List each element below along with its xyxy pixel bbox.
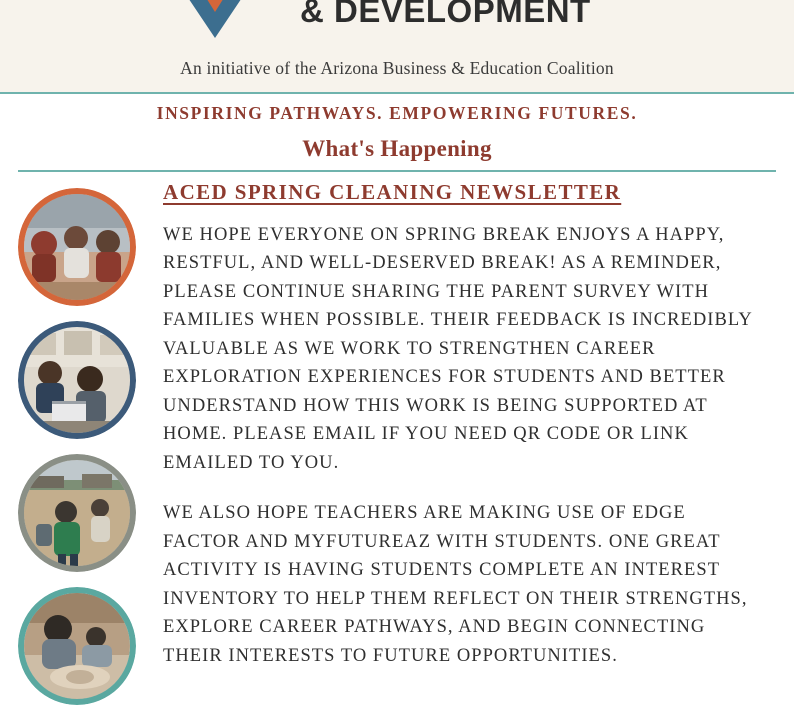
article-paragraph-1: WE HOPE EVERYONE ON SPRING BREAK ENJOYS A HAPPY, RESTFUL, AND WELL-DESERVED BREAK! AS A REMINDER, PLEASE CONTINUE SHARING THE PARENT SURVEY WITH FAMILIES WHEN POSSIBLE. THEIR FEEDBACK IS INCREDIBLY VALUABLE AS WE WORK TO STRENGTHEN CAREER EXPLORATION EXPERIENCES FOR STUDENTS AND BETTER UNDERSTAND HOW THIS WORK IS BEING SUPPORTED AT HOME. PLEASE EMAIL IF YOU NEED QR CODE OR LINK EMAILED TO YOU. — [163, 224, 753, 473]
header-band — [0, 0, 794, 92]
photo-ring — [18, 454, 136, 572]
photo-ring — [18, 587, 136, 705]
photo-students-laptops — [18, 321, 136, 439]
photo-hands-on-training — [18, 587, 136, 705]
photo-outdoor-field-activity — [18, 454, 136, 572]
chevron-stack-logo — [140, 0, 290, 50]
initiative-line: An initiative of the Arizona Business & Education Coalition — [180, 58, 614, 78]
body-area — [0, 172, 794, 680]
photo-ring — [18, 321, 136, 439]
article-column — [163, 180, 763, 693]
section-heading: What's Happening — [302, 136, 492, 161]
photo-students-workshop — [18, 188, 136, 306]
tagline-text: INSPIRING PATHWAYS. EMPOWERING FUTURES. — [156, 103, 638, 123]
photo-ring — [18, 188, 136, 306]
article-title: ACED SPRING CLEANING NEWSLETTER — [163, 179, 622, 204]
tagline-band — [0, 94, 794, 134]
org-title: & DEVELOPMENT — [300, 0, 591, 29]
photo-column — [18, 188, 140, 720]
article-paragraph-2: WE ALSO HOPE TEACHERS ARE MAKING USE OF EDGE FACTOR AND MYFUTUREAZ WITH STUDENTS. ONE GREAT ACTIVITY IS HAVING STUDENTS COMPLETE AN INTEREST INVENTORY TO HELP THEM REFLECT ON THEIR STRENGTHS, EXPLORE CAREER PATHWAYS, AND BEGIN CONNECTING THEIR INTERESTS TO FUTURE OPPORTUNITIES. — [163, 503, 748, 666]
